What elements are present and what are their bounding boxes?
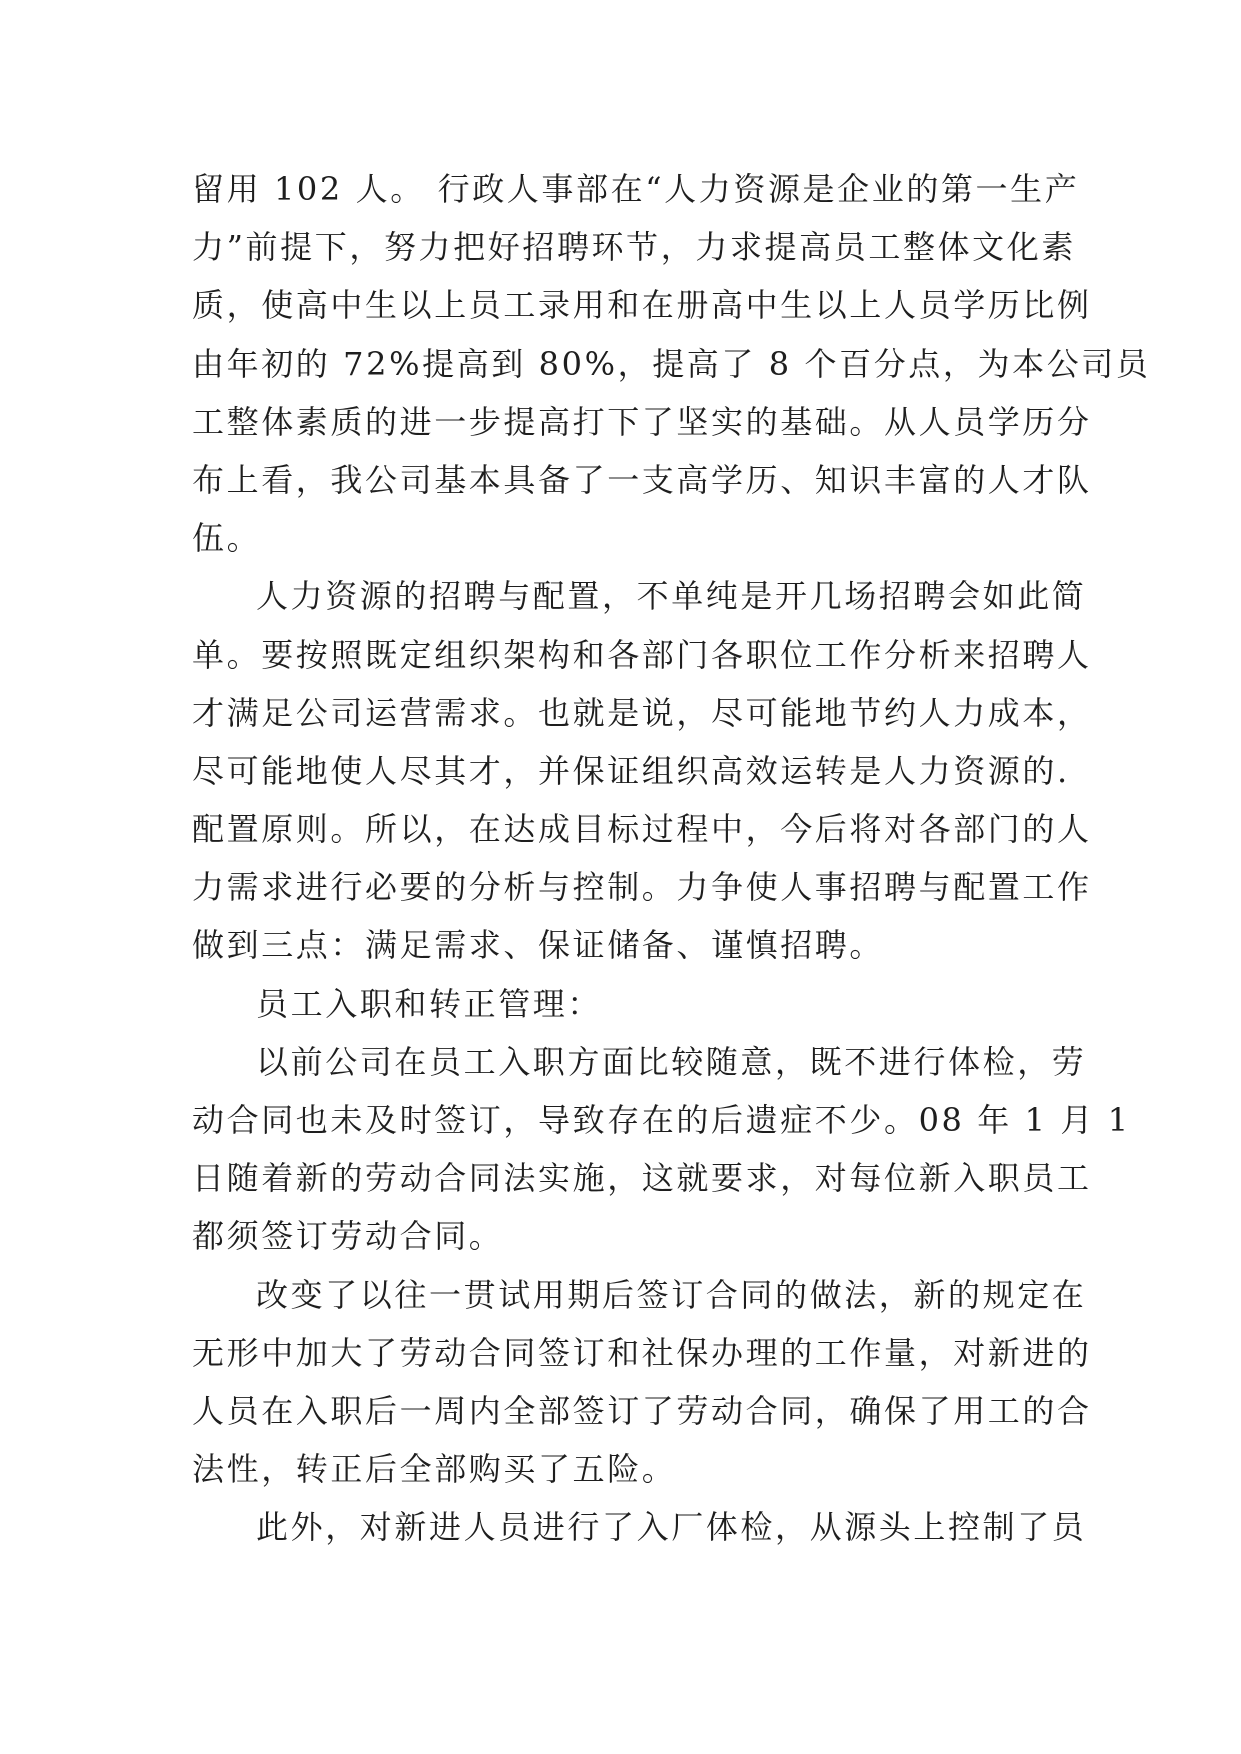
text-line: 无形中加大了劳动合同签订和社保办理的工作量，对新进的 bbox=[192, 1333, 1092, 1372]
text-line: 伍。 bbox=[192, 519, 262, 558]
text-line: 留用 102 人。 行政人事部在“人力资源是企业的第一生产 bbox=[192, 170, 1080, 208]
text-line: 力需求进行必要的分析与控制。力争使人事招聘与配置工作 bbox=[192, 868, 1092, 907]
text-line: 改变了以往一贯试用期后签订合同的做法，新的规定在 bbox=[256, 1275, 1087, 1314]
text-line: 日随着新的劳动合同法实施，这就要求，对每位新入职员工 bbox=[192, 1159, 1092, 1198]
text-line: 由年初的 72%提高到 80%，提高了 8 个百分点，为本公司员 bbox=[192, 344, 1151, 383]
text-line: 尽可能地使人尽其才，并保证组织高效运转是人力资源的. bbox=[192, 751, 1070, 790]
text-line: 才满足公司运营需求。也就是说，尽可能地节约人力成本， bbox=[192, 693, 1092, 732]
text-line: 质，使高中生以上员工录用和在册高中生以上人员学历比例 bbox=[192, 286, 1092, 325]
text-line: 此外，对新进人员进行了入厂体检，从源头上控制了员 bbox=[256, 1508, 1087, 1547]
text-line: 员工入职和转正管理： bbox=[256, 984, 603, 1023]
text-line: 单。要按照既定组织架构和各部门各职位工作分析来招聘人 bbox=[192, 635, 1092, 674]
text-line: 动合同也未及时签订，导致存在的后遗症不少。08 年 1 月 1 bbox=[192, 1101, 1131, 1139]
text-line: 人员在入职后一周内全部签订了劳动合同，确保了用工的合 bbox=[192, 1391, 1092, 1430]
text-line: 工整体素质的进一步提高打下了坚实的基础。从人员学历分 bbox=[192, 402, 1092, 441]
text-line: 以前公司在员工入职方面比较随意，既不进行体检，劳 bbox=[256, 1042, 1087, 1081]
text-line: 配置原则。所以，在达成目标过程中，今后将对各部门的人 bbox=[192, 810, 1092, 849]
text-line: 都须签订劳动合同。 bbox=[192, 1217, 504, 1256]
text-line: 法性，转正后全部购买了五险。 bbox=[192, 1450, 677, 1489]
text-line: 人力资源的招聘与配置，不单纯是开几场招聘会如此简 bbox=[256, 577, 1087, 616]
text-line: 力”前提下，努力把好招聘环节，力求提高员工整体文化素 bbox=[192, 228, 1076, 267]
text-line: 布上看，我公司基本具备了一支高学历、知识丰富的人才队 bbox=[192, 460, 1092, 499]
body-text bbox=[192, 160, 1151, 1557]
text-line: 做到三点：满足需求、保证储备、谨慎招聘。 bbox=[192, 926, 885, 965]
